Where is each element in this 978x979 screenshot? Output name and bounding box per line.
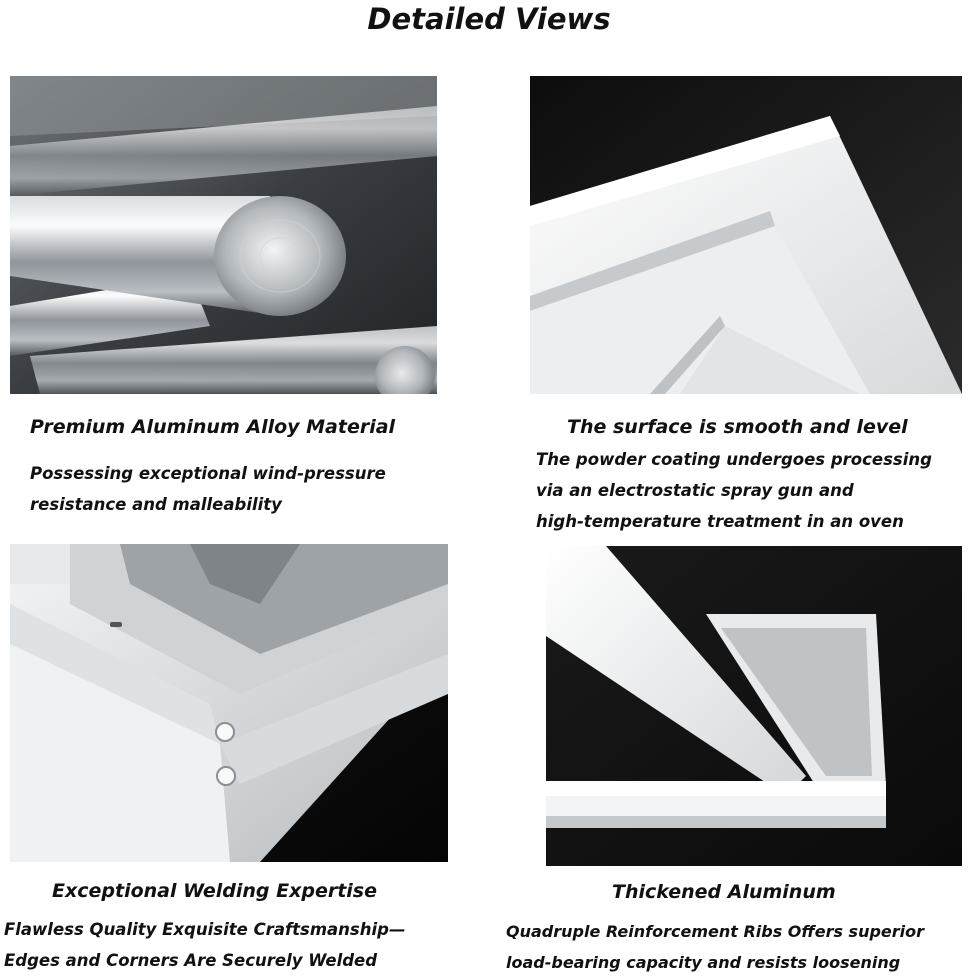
panel-2-description-line: The powder coating undergoes processing xyxy=(536,450,932,469)
panel-4-description xyxy=(506,916,924,978)
panel-2-heading: The surface is smooth and level xyxy=(567,416,908,438)
panel-1-description xyxy=(30,458,386,520)
panel-4-description-line: Quadruple Reinforcement Ribs Offers superior xyxy=(506,922,925,941)
panel-2-description-line: via an electrostatic spray gun and xyxy=(536,481,854,500)
page-title: Detailed Views xyxy=(367,2,611,36)
panel-1-description-line: Possessing exceptional wind-pressure xyxy=(30,464,386,483)
panel-3-heading: Exceptional Welding Expertise xyxy=(52,880,377,902)
panel-1-description-line: resistance and malleability xyxy=(30,495,282,514)
panel-3-description-line: Flawless Quality Exquisite Craftsmanship— xyxy=(4,920,406,939)
panel-1-heading: Premium Aluminum Alloy Material xyxy=(30,416,396,438)
aluminum-rods-photo xyxy=(10,76,437,394)
panel-4-heading: Thickened Aluminum xyxy=(612,881,836,903)
panel-2-description-line: high-temperature treatment in an oven xyxy=(536,512,904,531)
welded-corner-photo xyxy=(10,544,448,862)
white-frame-corner-photo xyxy=(530,76,962,394)
panel-2-description xyxy=(536,444,932,537)
thick-frame-edge-photo xyxy=(546,546,962,866)
panel-3-description-line: Edges and Corners Are Securely Welded xyxy=(4,951,378,970)
panel-4-description-line: load-bearing capacity and resists loosening xyxy=(506,953,901,972)
panel-3-description xyxy=(4,914,405,976)
